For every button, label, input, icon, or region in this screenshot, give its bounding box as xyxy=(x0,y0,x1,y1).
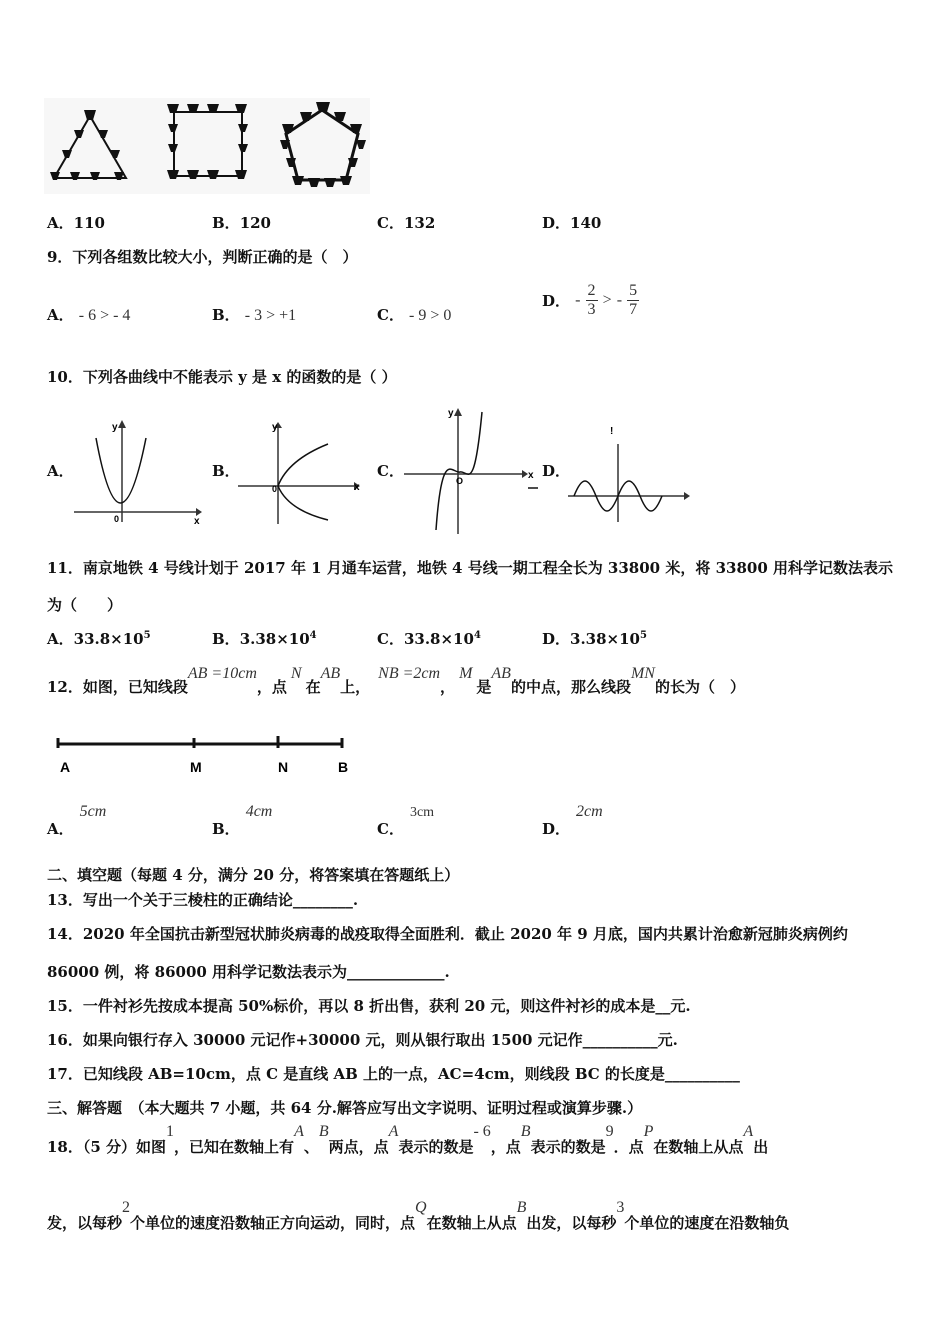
q12-stem: 12．如图，已知线段AB =10cm，点N在AB上，NB =2cm，M是AB的中点，那么线段MN的长为（ ） xyxy=(47,665,745,696)
q14-line2: 86000 例，将 86000 用科学记数法表示为_____________. xyxy=(47,963,450,981)
q9-option-c[interactable]: C． - 9 > 0 xyxy=(377,306,452,324)
q11-option-d[interactable]: D．$3.38\times 10^5$ xyxy=(542,630,647,648)
point-n-label: N xyxy=(278,759,289,775)
q17: 17．已知线段 AB=10cm，点 C 是直线 AB 上的一点，AC=4cm，则线段 BC 的长度是__________ xyxy=(47,1065,740,1083)
q8-option-b[interactable]: B．120 xyxy=(212,214,271,232)
q11-stem-line1: 11．南京地铁 4 号线计划于 2017 年 1 月通车运营，地铁 4 号线一期工程全长为 33800 米，将 33800 用科学记数法表示 xyxy=(47,559,893,577)
q10-d-y-label: ! xyxy=(610,426,614,437)
q10-b-origin-label: 0 xyxy=(272,484,278,494)
q10-c-origin-label: O xyxy=(456,476,464,486)
q10-option-b-label[interactable]: B． xyxy=(212,462,240,480)
q11-option-b[interactable]: B．$3.38\times 10^4$ xyxy=(212,630,317,648)
q12-option-a[interactable]: A．5cm xyxy=(47,803,107,838)
section-2-heading: 二、填空题（每题 4 分，满分 20 分，将答案填在答题纸上） xyxy=(47,866,460,884)
q10-stem: 10．下列各曲线中不能表示 y 是 x 的函数的是（ ） xyxy=(47,368,397,386)
q10-graph-a xyxy=(72,418,202,526)
q11-option-c[interactable]: C．$33.8\times 10^4$ xyxy=(377,630,481,648)
q8-option-c[interactable]: C．132 xyxy=(377,214,436,232)
point-a-label: A xyxy=(60,759,71,775)
q10-graph-b xyxy=(236,420,366,528)
q14-line1: 14．2020 年全国抗击新型冠状肺炎病毒的战疫取得全面胜利．截止 2020 年 9 月底，国内共累计治愈新冠肺炎病例约 xyxy=(47,925,848,943)
point-m-label: M xyxy=(190,759,202,775)
q16: 16．如果向银行存入 30000 元记作+30000 元，则从银行取出 1500 元记作__________元. xyxy=(47,1031,678,1049)
q12-segment-diagram xyxy=(54,734,364,776)
q9-stem: 9．下列各组数比较大小，判断正确的是（ ） xyxy=(47,248,358,266)
fraction-5-7: $\frac{5}{7}$ xyxy=(629,282,638,318)
q10-b-x-label: x xyxy=(354,482,360,493)
q10-graph-d xyxy=(566,424,696,524)
q10-b-y-label: y xyxy=(272,422,278,433)
q8-pattern-figure xyxy=(44,98,370,194)
q12-option-c[interactable]: C．3cm xyxy=(377,805,435,838)
q10-graph-c xyxy=(402,406,542,536)
q18-line1: 18．（5 分）如图1，已知在数轴上有A、B两点，点A表示的数是- 6，点B表示的数是9．点P在数轴上从点A出 xyxy=(47,1123,769,1156)
q9-option-d[interactable]: D． - $\frac{2}{3}$ > - $\frac{5}{7}$ xyxy=(542,282,638,318)
q12-option-b[interactable]: B．4cm xyxy=(212,803,273,838)
q11-option-a[interactable]: A．$33.8\times 10^5$ xyxy=(47,630,151,648)
q9-option-a[interactable]: A． - 6 > - 4 xyxy=(47,306,131,324)
fraction-2-3: $\frac{2}{3}$ xyxy=(587,282,596,318)
q9-option-b[interactable]: B． - 3 > +1 xyxy=(212,306,297,324)
q10-c-y-label: y xyxy=(448,408,454,419)
q10-option-c-label[interactable]: C． xyxy=(377,462,404,480)
q10-option-a-label[interactable]: A． xyxy=(47,462,74,480)
q11-stem-line2: 为（ ） xyxy=(47,596,123,614)
q10-a-x-label: x xyxy=(194,516,200,527)
q10-a-y-label: y xyxy=(112,422,118,433)
q8-option-a[interactable]: A．110 xyxy=(47,214,105,232)
q10-option-d-label[interactable]: D． xyxy=(542,462,571,480)
q15: 15．一件衬衫先按成本提高 50%标价，再以 8 折出售，获利 20 元，则这件衬衫的成本是__元. xyxy=(47,997,691,1015)
q13: 13．写出一个关于三棱柱的正确结论________. xyxy=(47,891,359,909)
point-b-label: B xyxy=(338,759,349,775)
section-3-heading: 三、解答题 （本大题共 7 小题，共 64 分.解答应写出文字说明、证明过程或演算步骤.） xyxy=(47,1099,643,1117)
q10-a-origin-label: 0 xyxy=(114,514,120,524)
q12-option-d[interactable]: D．2cm xyxy=(542,803,603,838)
q8-option-d[interactable]: D．140 xyxy=(542,214,602,232)
q18-line2: 发，以每秒2个单位的速度沿数轴正方向运动，同时，点Q在数轴上从点B出发，以每秒3个单位的速度在沿数轴负 xyxy=(47,1199,790,1232)
q10-c-x-label: x xyxy=(528,470,534,481)
